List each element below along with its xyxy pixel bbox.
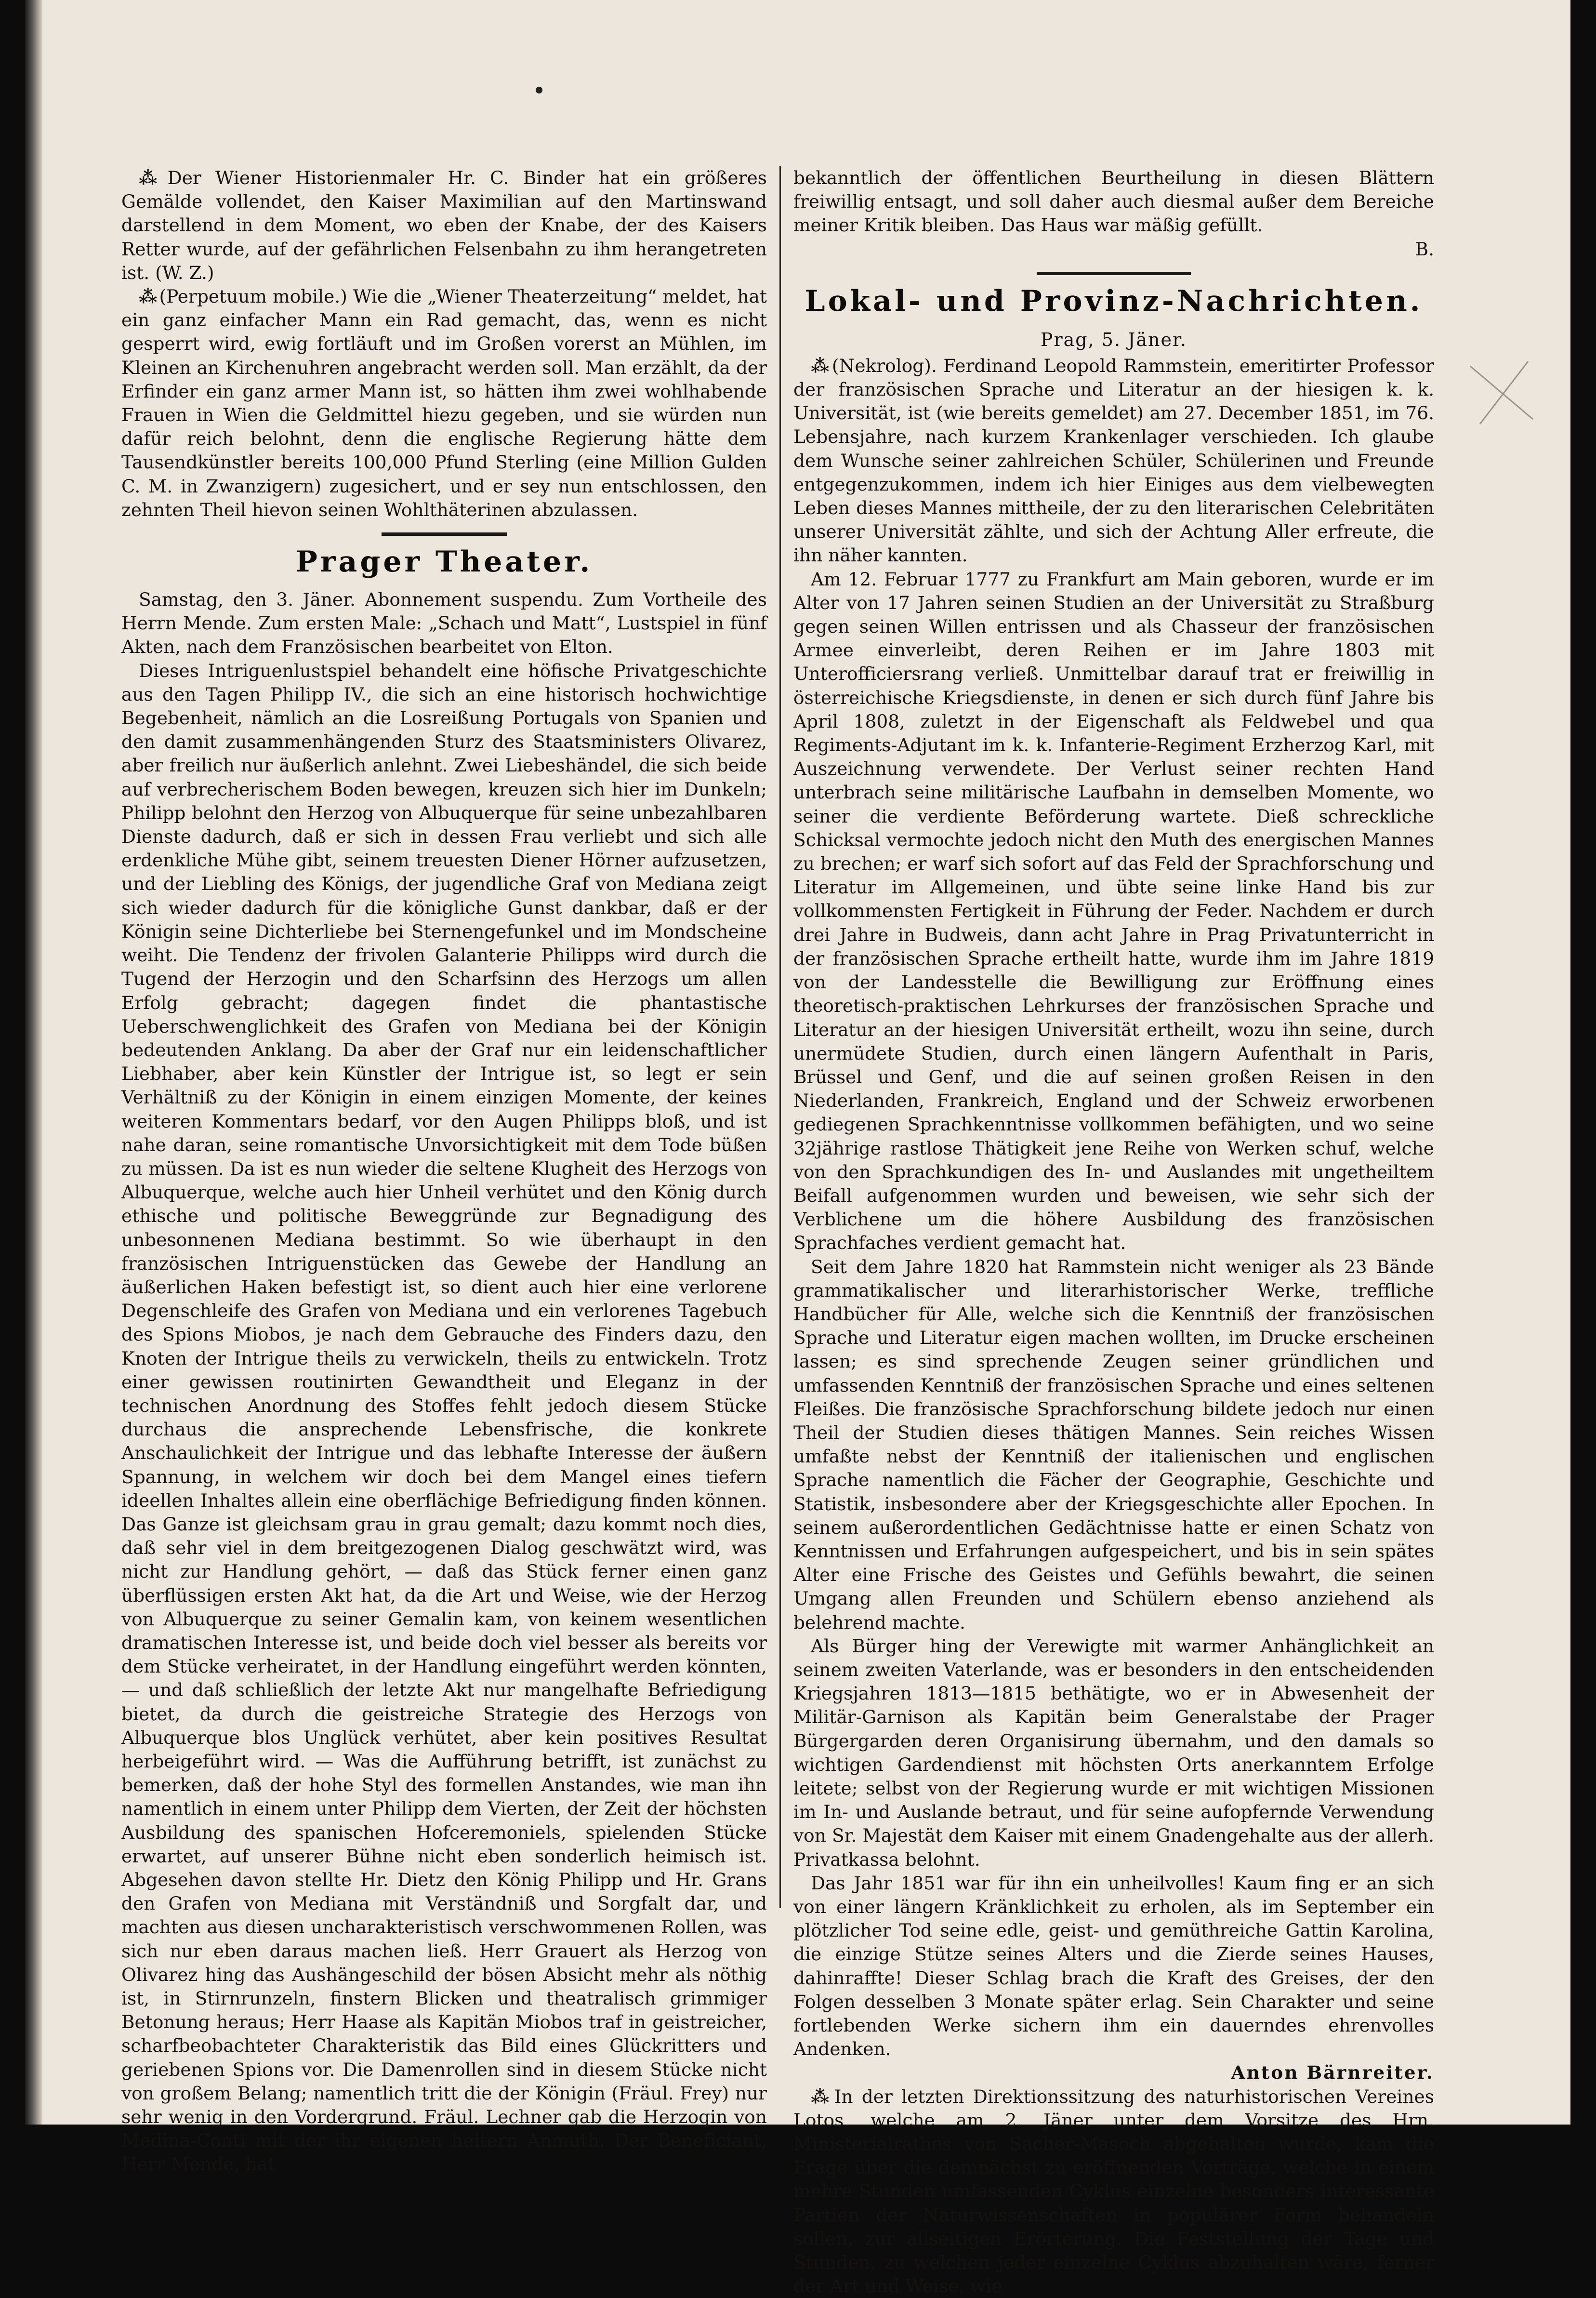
obituary-final: Das Jahr 1851 war für ihn ein unheilvolles! Kaum fing er an sich von einer längern Kränklichkeit zu erholen, als im September ein plötzlicher Tod seine edle, geist- und gemüthreiche Gattin Karolina, die einzige Stütze seines Alters und die Zierde seines Hauses, dahinraffte! Dieser Schlag brach die Kraft des Greises, der den Folgen desselben 3 Monate später erlag. Sein Charakter und seine fortlebenden Werke sichern ihm ein dauerndes ehrenvolles Andenken. [793, 1872, 1434, 2060]
section-rule [382, 532, 507, 536]
asterism-icon: ⁂ [139, 286, 157, 307]
review-continuation: bekanntlich der öffentlichen Beurtheilung in diesen Blättern freiwillig entsagt, und soll daher auch diesmal außer dem Bereiche meiner Kritik bleiben. Das Haus war mäßig gefüllt. [793, 167, 1434, 236]
obituary-intro [793, 354, 1434, 568]
heading-prager-theater: Prager Theater. [295, 545, 593, 579]
heading-lokal-nachrichten: Lokal- und Provinz-Nachrichten. [805, 284, 1423, 318]
section-rule [1037, 272, 1191, 275]
binding-gutter [25, 0, 42, 2125]
article-binder [121, 166, 767, 285]
dateline: Prag, 5. Jäner. [1040, 329, 1187, 350]
ink-dot [536, 87, 542, 93]
asterism-icon: ⁂ [139, 167, 165, 188]
article-binder-text: Der Wiener Historienmaler Hr. C. Binder hat ein größeres Gemälde vollendet, den Kaiser Maximilian auf den Martinswand darstellend in dem Moment, wo eben der Knabe, der des Kaisers Retter wurde, auf der gefährlichen Felsenbahn zu ihm herangetreten ist. (W. Z.) [121, 167, 767, 283]
pencil-cross-mark [1465, 357, 1538, 429]
asterism-icon: ⁂ [811, 2085, 831, 2107]
obituary-works: Seit dem Jahre 1820 hat Rammstein nicht weniger als 23 Bände grammatikalischer und literarhistorischer Werke, treffliche Handbücher für Alle, welche sich die Kenntniß der französischen Sprache und Literatur eigen machen wollten, im Drucke erscheinen lassen; es sind sprechende Zeugen seiner gründlichen und umfassenden Kenntniß der französischen Sprache und eines seltenen Fleißes. Die französische Sprachforschung bildete jedoch nur einen Theil der Studien dieses thätigen Mannes. Sein reiches Wissen umfaßte nebst der Kenntniß der italienischen und englischen Sprache namentlich die Fächer der Geographie, Geschichte und Statistik, insbesondere aber der Kriegsgeschichte aller Epochen. In seinem außerordentlichen Gedächtnisse hatte er einen Schatz von Kenntnissen und Erfahrungen aufgespeichert, und bis in sein spätes Alter eine Frische des Geistes und Gefühls bewahrt, die seinen Umgang allen Freunden und Schülern ebenso anziehend als belehrend machte. [793, 1256, 1434, 1633]
obituary-citizen: Als Bürger hing der Verewigte mit warmer Anhänglichkeit an seinem zweiten Vaterlande, was er besonders in den entscheidenden Kriegsjahren 1813—1815 bethätigte, wo er in Abwesenheit der Militär-Garnison als Kapitän beim Generalstabe der Prager Bürgergarden deren Organisirung übernahm, und den damals so wichtigen Gardendienst mit höchsten Orts anerkanntem Erfolge leitete; selbst von der Regierung wurde er mit wichtigen Missionen im In- und Auslande betraut, und für seine aufopfernde Verwendung von Sr. Majestät dem Kaiser mit einem Gnadengehalte aus der allerh. Privatkassa belohnt. [793, 1635, 1434, 1870]
newspaper-page [25, 0, 1570, 2297]
article-perpetuum-text: (Perpetuum mobile.) Wie die „Wiener Theaterzeitung“ meldet, hat ein ganz einfacher Mann ein Rad gemacht, das, wenn es nicht gesperrt wird, ewig fortläuft und im Großen vorerst an Mühlen, im Kleinen an Kirchenuhren angebracht werden soll. Man erzählt, da der Erfinder ein ganz armer Mann ist, so hätten ihm zwei wohlhabende Frauen in Wien die Geldmittel hiezu gegeben, und sie würden nun dafür reich belohnt, denn die englische Regierung hätte dem Tausendkünstler bereits 100,000 Pfund Sterling (eine Million Gulden C. M. in Zwanzigern) zugesichert, und er sey nun entschlossen, den zehnten Theil hievon seinen Wohlthäterinen abzulassen. [121, 286, 767, 520]
obituary-signature: Anton Bärnreiter. [1231, 2062, 1434, 2084]
article-perpetuum [121, 285, 767, 522]
obituary-intro-text: (Nekrolog). Ferdinand Leopold Rammstein, emeritirter Professor der französischen Sprache und Literatur an der hiesigen k. k. Universität, ist (wie bereits gemeldet) am 27. December 1851, im 76. Lebensjahre, nach kurzem Krankenlager verschieden. Ich glaube dem Wunsche seiner zahlreichen Schüler, Schülerinen und Freunde entgegenzukommen, indem ich hier Einiges aus dem vielbewegten Leben dieses Mannes mittheile, der zu den literarischen Celebritäten unserer Universität zählte, und sich der Achtung Aller erfreute, die ihn näher kannten. [793, 355, 1434, 566]
article-lotos [793, 2085, 1434, 2298]
theater-review: Dieses Intriguenlustspiel behandelt eine höfische Privatgeschichte aus den Tagen Philipp IV., die sich an eine historisch hochwichtige Begebenheit, nämlich an die Losreißung Portugals von Spanien und den damit zusammenhängenden Sturz des Staatsministers Olivarez, aber freilich nur äußerlich anlehnt. Zwei Liebeshändel, die sich beide auf verbrecherischem Boden bewegen, kreuzen sich hier im Dunkeln; Philipp belohnt den Herzog von Albuquerque für seine unbezahlbaren Dienste dadurch, daß er sich in dessen Frau verliebt und sich alle erdenkliche Mühe gibt, seinem treuesten Diener Hörner aufzusetzen, und der Liebling des Königs, der jugendliche Graf von Mediana zeigt sich wieder dadurch für die königliche Gunst dankbar, daß er der Königin seine Dichterliebe bei Sternengefunkel und im Mondscheine weiht. Die Tendenz der frivolen Galanterie Philipps wird durch die Tugend der Herzogin und den Scharfsinn des Herzogs um allen Erfolg gebracht; dagegen findet die phantastische Ueberschwenglichkeit des Grafen von Mediana bei der Königin bedeutenden Anklang. Da aber der Graf nur ein leidenschaftlicher Liebhaber, aber kein Künstler der Intrigue ist, so legt er sein Verhältniß zu der Königin in einem einzigen Momente, der keines weiteren Kommentars bedarf, vor den Augen Philipps bloß, und ist nahe daran, seine romantische Unvorsichtigkeit mit dem Tode büßen zu müssen. Da ist es nun wieder die seltene Klugheit des Herzogs von Albuquerque, welche auch hier Unheil verhütet und den König durch ethische und politische Beweggründe zur Begnadigung des unbesonnenen Mediana bestimmt. So wie überhaupt in den französischen Intriguenstücken das Gewebe der Handlung an äußerlichen Haken befestigt ist, so dient auch hier eine verlorene Degenschleife des Grafen von Mediana und ein verlorenes Tagebuch des Spions Miobos, je nach dem Gebrauche des Finders dazu, den Knoten der Intrigue theils zu verwickeln, theils zu entwickeln. Trotz einer gewissen routinirten Gewandtheit und Eleganz in der technischen Anordnung des Stoffes fehlt jedoch diesem Stücke durchaus die ansprechende Lebensfrische, die konkrete Anschaulichkeit der Intrigue und das lebhafte Interesse der äußern Spannung, in welchem wir doch bei dem Mangel eines tiefern ideellen Inhaltes allein eine oberflächige Befriedigung finden können. Das Ganze ist gleichsam grau in grau gemalt; dazu kommt noch dies, daß sehr viel in dem breitgezogenen Dialog geschwätzt wird, was nicht zur Handlung gehört, — daß das Stück ferner einen ganz überflüssigen ersten Akt hat, da die Art und Weise, wie der Herzog von Albuquerque zu seiner Gemalin kam, von keinem wesentlichen dramatischen Interesse ist, und beide doch viel besser als bereits vor dem Stücke verheiratet, in der Handlung eingeführt werden könnten, — und daß schließlich der letzte Akt nur mangelhafte Befriedigung bietet, da durch die geistreiche Strategie des Herzogs von Albuquerque blos Unglück verhütet, aber kein positives Resultat herbeigeführt wird. — Was die Aufführung betrifft, ist zunächst zu bemerken, daß der hohe Styl des formellen Anstandes, wie man ihn namentlich in einem unter Philipp dem Vierten, der Zeit der höchsten Ausbildung des spanischen Hofceremoniels, spielenden Stücke erwartet, auf unserer Bühne nicht eben sonderlich heimisch ist. Abgesehen davon stellte Hr. Dietz den König Philipp und Hr. Grans den Grafen von Mediana mit Verständniß und Sorgfalt dar, und machten aus diesen uncharakteristisch verschwommenen Rollen, was sich nur eben daraus machen ließ. Herr Grauert als Herzog von Olivarez hing das Aushängeschild der bösen Absicht mehr als nöthig ist, in Stirnrunzeln, finstern Blicken und theatralisch grimmiger Betonung heraus; Herr Haase als Kapitän Miobos traf in geistreicher, scharfbeobachteter Charakteristik das Bild eines Glückritters und geriebenen Spions vor. Die Damenrollen sind in diesem Stücke nicht von großem Belang; namentlich tritt die der Königin (Fräul. Frey) nur sehr wenig in den Vordergrund. Fräul. Lechner gab die Herzogin von Medina-Conti mit der ihr eigenen heitern Anmuth. Der Beneficiant, Herr Mende, hat [121, 660, 767, 2175]
article-lotos-text: In der letzten Direktionssitzung des naturhistorischen Vereines Lotos, welche am 2. Jäner unter dem Vorsitze des Hrn. Ministerialrathes von Sacher-Masoch abgehalten wurde, kam die Frage über die demnächst zu eröffnenden Vorträge, welche in einem mehre Stunden umfassenden Cyklus einzelne besonders interessante Partien der Naturwissenschaften in populärer Form behandeln sollen, zur allseitigen Erörterung. Die Feststellung der Tage und Stunden, zu welchen jeder einzelne Cyklus abzuhalten wäre, ferner der Art und Weise, wie [793, 2085, 1434, 2297]
theater-notice: Samstag, den 3. Jäner. Abonnement suspendu. Zum Vortheile des Herrn Mende. Zum ersten Male: „Schach und Matt“, Lustspiel in fünf Akten, nach dem Französischen bearbeitet von Elton. [121, 589, 767, 658]
left-column [121, 166, 767, 2177]
right-column [793, 166, 1434, 2298]
asterism-icon: ⁂ [811, 355, 829, 376]
column-divider [779, 166, 781, 1908]
obituary-career: Am 12. Februar 1777 zu Frankfurt am Main geboren, wurde er im Alter von 17 Jahren seinen Studien an der Universität zu Straßburg gegen seinen Willen entrissen und als Chasseur der französischen Armee einverleibt, deren Reihen er im Jahre 1803 mit Unterofficiersrang verließ. Unmittelbar darauf trat er freiwillig in österreichische Kriegsdienste, in denen er sich durch fünf Jahre bis April 1808, zuletzt in der Eigenschaft als Feldwebel und qua Regiments-Adjutant im k. k. Infanterie-Regiment Erzherzog Karl, mit Auszeichnung verwendete. Der Verlust seiner rechten Hand unterbrach seine militärische Laufbahn in demselben Momente, wo seiner die verdiente Beförderung wartete. Dieß schreckliche Schicksal vermochte jedoch nicht den Muth des energischen Mannes zu brechen; er warf sich sofort auf das Feld der Sprachforschung und Literatur im Allgemeinen, und übte seine linke Hand bis zur vollkommensten Fertigkeit in Führung der Feder. Nachdem er durch drei Jahre in Budweis, dann acht Jahre in Prag Privatunterricht in der französischen Sprache ertheilt hatte, wurde ihm im Jahre 1819 von der Landesstelle die Bewilligung zur Eröffnung eines theoretisch-praktischen Lehrkurses der französischen Sprache und Literatur an der hiesigen Universität ertheilt, wozu ihn seine, durch unermüdete Studien, durch einen längern Aufenthalt in Paris, Brüssel und Genf, und die auf seinen großen Reisen in den Niederlanden, Frankreich, England und der Schweiz erworbenen gediegenen Sprachkenntnisse vollkommen befähigten, und wo seine 32jährige rastlose Thätigkeit jene Reihe von Werken schuf, welche von den Sprachkundigen des In- und Auslandes mit ungetheiltem Beifall aufgenommen wurden und beweisen, wie sehr sich der Verblichene um die höhere Ausbildung des französischen Sprachfaches verdient gemacht hat. [793, 568, 1434, 1254]
review-signature: B. [1415, 238, 1434, 260]
